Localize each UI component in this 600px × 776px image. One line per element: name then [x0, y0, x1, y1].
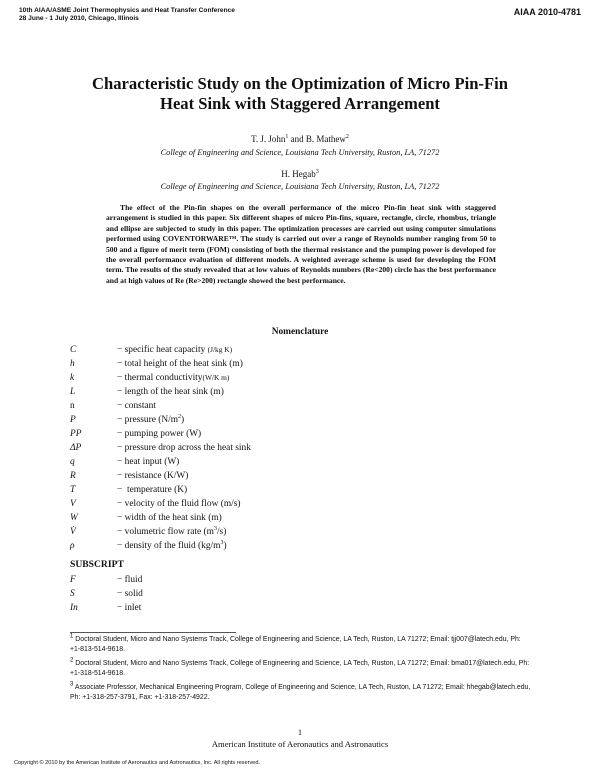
nom-definition: − density of the fluid $(kg/m^3)$	[117, 539, 227, 551]
author-line-1	[0, 134, 600, 144]
copyright-notice: Copyright © 2010 by the American Institute of Aeronautics and Astronautics, Inc. All rights reserved.	[14, 760, 261, 766]
footnote-1-mark: 1	[70, 633, 74, 640]
nom-definition: − width of the heat sink (m)	[117, 513, 222, 523]
affiliation-2: College of Engineering and Science, Louisiana Tech University, Ruston, LA, 71272	[160, 182, 440, 191]
nom-symbol: P	[70, 415, 76, 425]
footnote-divider	[70, 632, 236, 633]
footnote-2-text: Doctoral Student, Micro and Nano Systems Track, College of Engineering and Science, LA Tech, Ruston, LA 71272; Email: bma017@latech.edu, Ph: +1-318-514-9618.	[70, 660, 530, 677]
sub-definition: − inlet	[117, 603, 142, 613]
nom-definition: − specific heat capacity (J/kg K)	[117, 345, 233, 355]
footer-organization: American Institute of Aeronautics and Astronautics	[211, 739, 389, 749]
footnote-2-mark: 2	[70, 657, 74, 664]
nom-definition: − volumetric flow rate $(m^3/s)$	[117, 525, 227, 537]
nom-definition: − heat input (W)	[117, 457, 180, 467]
nom-symbol: k	[70, 373, 75, 383]
title-line-1: Characteristic Study on the Optimization of Micro Pin-Fin	[92, 74, 508, 93]
author-line-2	[0, 169, 600, 179]
author-3: H. Hegab	[281, 169, 316, 179]
nom-symbol: q	[70, 457, 75, 467]
author-2: B. Mathew	[305, 134, 346, 144]
sub-symbol: In	[70, 603, 78, 613]
nom-symbol: n	[70, 401, 75, 411]
nom-definition: − constant	[117, 401, 156, 411]
nom-definition: − total height of the heat sink (m)	[117, 359, 243, 369]
nom-symbol: ρ	[70, 541, 75, 551]
footnote-3	[70, 683, 532, 702]
abstract: The effect of the Pin-fin shapes on the overall performance of the micro Pin-fin heat sink with staggered arrangement is studied in this paper. Six different shapes of micro Pin-fins, square, rectangle, circle, rhombus, triangle and ellipse are subjected to study in this paper. The optimization processes are carried out using computer simulations performed using COVENTORWARE™. The study is carried out over a range of Reynolds number ranging from 50 to 500 and a figure of merit term (FOM) consisting of both the thermal resistance and the pumping power is developed for the overall performance evaluation of different models. A weighted average scheme is used for developing the FOM term. The results of the study revealed that at low values of Reynolds numbers (Re<200) circle has the best performance and at high values of Re (Re>200) rectangle showed the best performance.	[106, 203, 496, 285]
nom-definition: − thermal conductivity(W/K m)	[117, 373, 230, 383]
nom-definition: − pressure $(N/m^2)$	[117, 413, 185, 425]
nom-definition: − pumping power (W)	[117, 429, 202, 439]
sub-definition: − fluid	[117, 575, 143, 585]
footnote-3-mark: 3	[70, 681, 74, 688]
nomenclature-heading: Nomenclature	[271, 327, 329, 337]
author-1-mark: 1	[285, 134, 289, 140]
sub-definition: − solid	[117, 589, 143, 599]
footnote-2	[70, 659, 532, 678]
conference-line-2: 28 June - 1 July 2010, Chicago, Illinois	[19, 15, 139, 22]
nom-symbol: R	[70, 471, 76, 481]
paper-title	[40, 74, 560, 114]
nom-definition: − pressure drop across the heat sink	[117, 443, 251, 453]
sub-symbol: F	[70, 575, 76, 585]
author-and: and	[288, 134, 306, 144]
conference-header	[19, 7, 235, 23]
nom-symbol: V̇	[70, 527, 76, 537]
subscript-heading: SUBSCRIPT	[70, 559, 124, 570]
sub-symbol: S	[70, 589, 75, 599]
nom-symbol: ΔP	[70, 443, 82, 453]
conference-line-1: 10th AIAA/ASME Joint Thermophysics and Heat Transfer Conference	[19, 7, 235, 14]
nom-definition: − resistance (K/W)	[117, 471, 189, 481]
paper-number: AIAA 2010-4781	[513, 7, 581, 17]
footnote-1	[70, 635, 532, 654]
nom-symbol: V	[70, 499, 76, 509]
nom-symbol: h	[70, 359, 75, 369]
nom-definition: − velocity of the fluid flow (m/s)	[117, 499, 241, 509]
nom-symbol: L	[70, 387, 76, 397]
footnote-1-text: Doctoral Student, Micro and Nano Systems Track, College of Engineering and Science, LA Tech, Ruston, LA 71272; Email: tjj007@latech.edu, Ph: +1-813-514-9618.	[70, 636, 521, 653]
nom-definition: − length of the heat sink (m)	[117, 387, 224, 397]
author-2-mark: 2	[345, 134, 349, 140]
page-number: 1	[297, 728, 303, 737]
nom-symbol: C	[70, 345, 77, 355]
nom-symbol: W	[70, 513, 78, 523]
nom-symbol: T	[70, 485, 76, 495]
footnote-3-text: Associate Professor, Mechanical Engineering Program, College of Engineering and Science, LA Tech, Ruston, LA 71272; Email: hhegab@latech.edu, Ph: +1-318-257-3791, Fax: +1-318-257-4922.	[70, 684, 531, 701]
affiliation-1: College of Engineering and Science, Louisiana Tech University, Ruston, LA, 71272	[160, 148, 440, 157]
author-1: T. J. John	[251, 134, 286, 144]
nom-definition: − temperature (K)	[117, 485, 188, 495]
nom-symbol: PP	[70, 429, 82, 439]
title-line-2: Heat Sink with Staggered Arrangement	[160, 94, 440, 113]
author-3-mark: 3	[315, 169, 319, 175]
